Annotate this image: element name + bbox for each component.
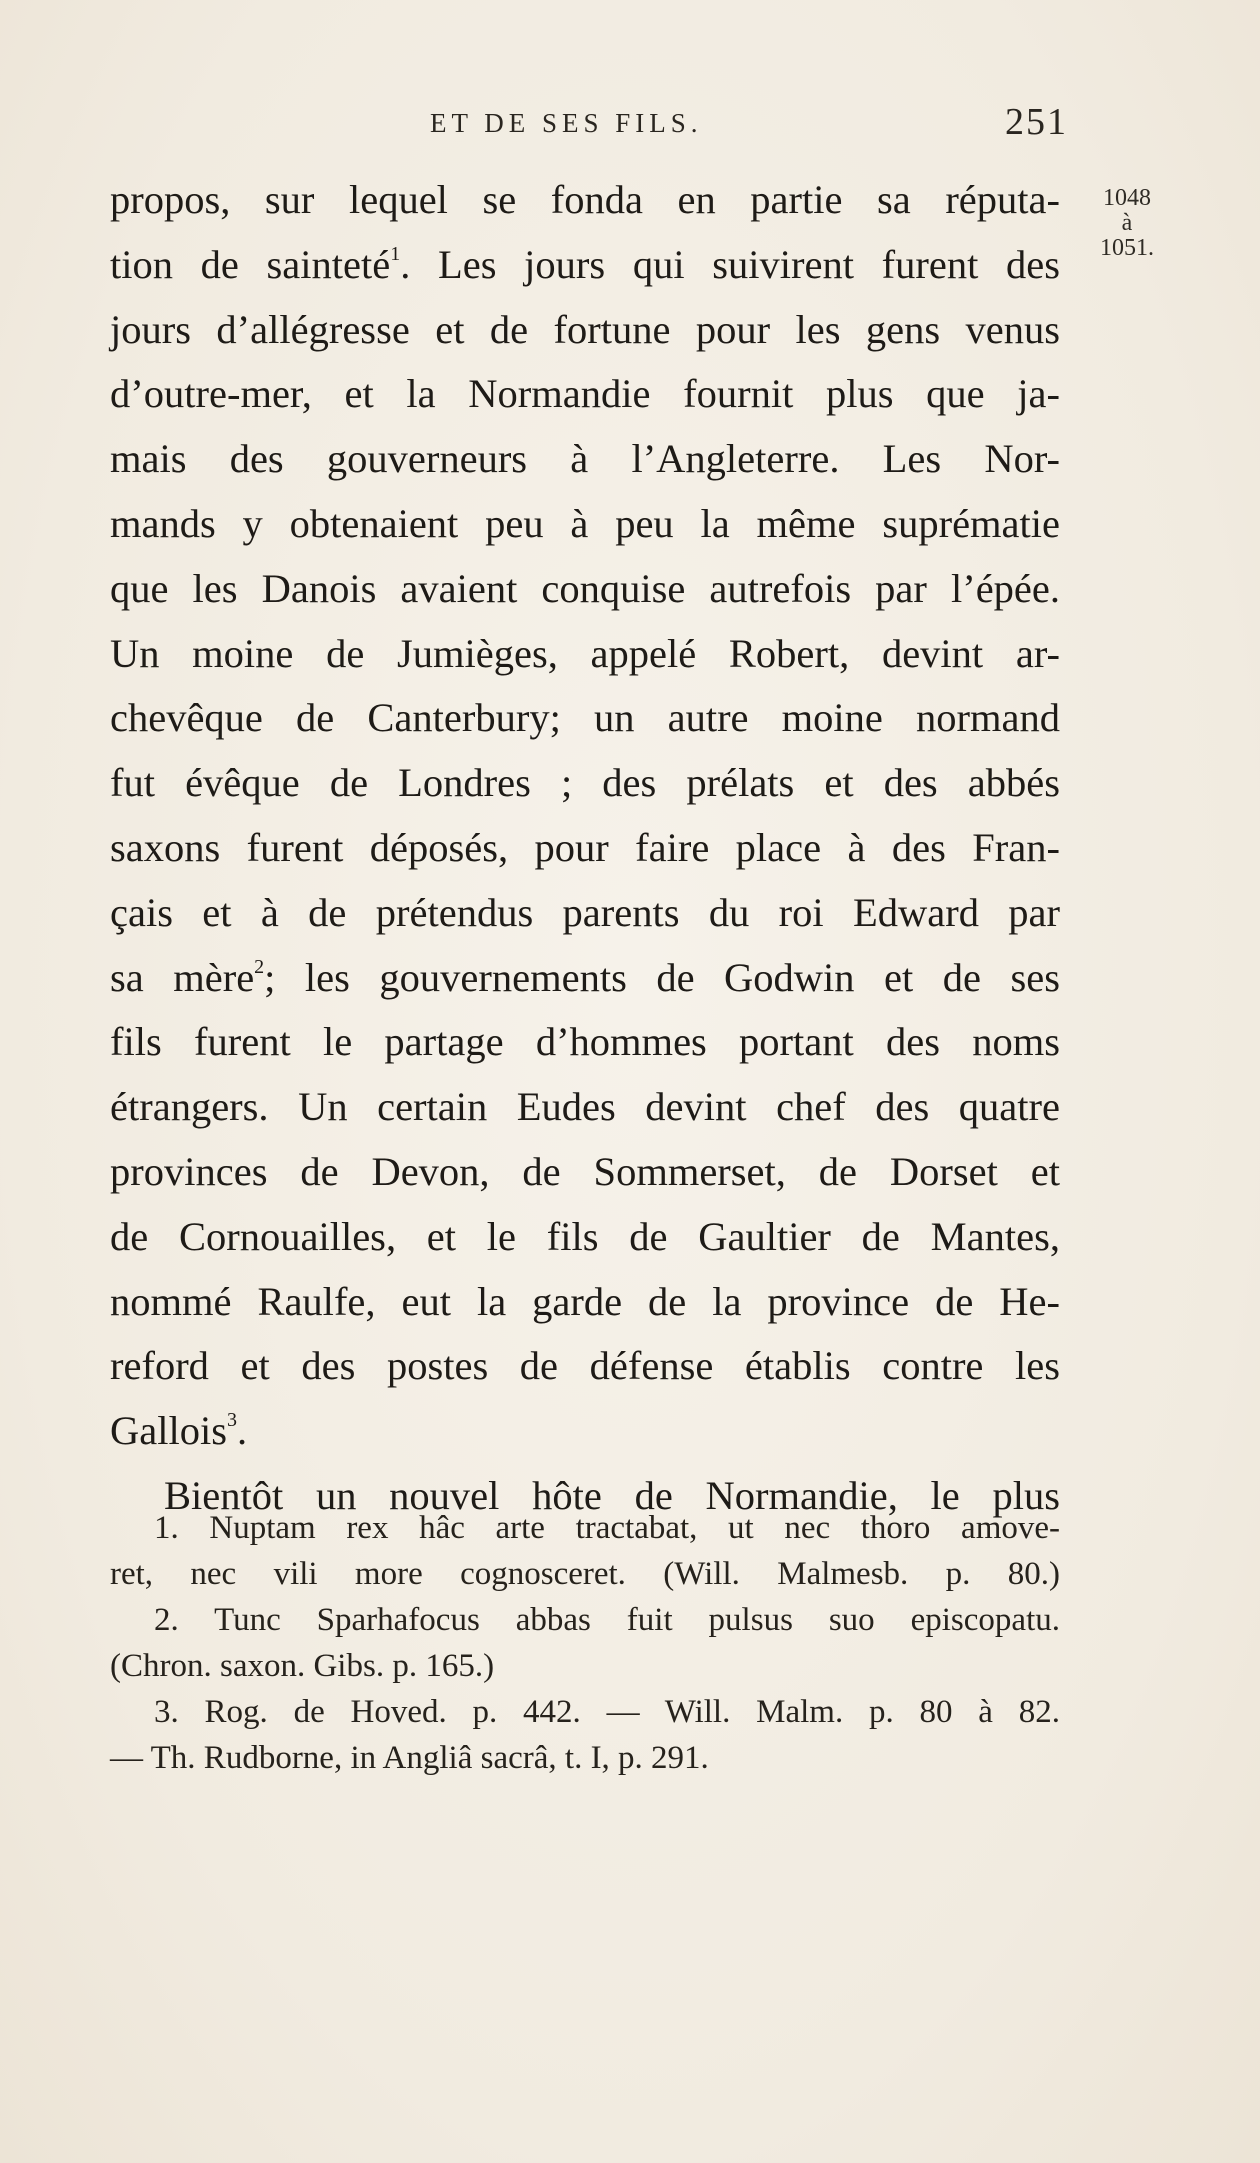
- text-line: étrangers. Un certain Eudes devint chef des quatre: [110, 1084, 1060, 1130]
- text-line: mands y obtenaient peu à peu la même suprématie: [110, 500, 1060, 546]
- text-line: nommé Raulfe, eut la garde de la province de He-: [110, 1278, 1060, 1324]
- text-line: de Cornouailles, et le fils de Gaultier de Mantes,: [110, 1213, 1060, 1259]
- footnote-line: — Th. Rudborne, in Angliâ sacrâ, t. I, p. 291.: [110, 1740, 709, 1776]
- footnote-line: 1. Nuptam rex hâc arte tractabat, ut nec thoro amove-: [154, 1510, 1060, 1546]
- text-line: d’outre-mer, et la Normandie fournit plus que ja-: [110, 371, 1060, 417]
- footnotes: [110, 1505, 1060, 1781]
- footnote-line: (Chron. saxon. Gibs. p. 165.): [110, 1648, 495, 1684]
- footnote-line: 3. Rog. de Hoved. p. 442. — Will. Malm. p. 80 à 82.: [154, 1694, 1060, 1730]
- text-line: Un moine de Jumièges, appelé Robert, devint ar-: [110, 630, 1060, 676]
- running-head: ET DE SES FILS.: [430, 108, 703, 138]
- text-line: Bientôt un nouvel hôte de Normandie, le plus: [164, 1472, 1060, 1518]
- footnote-line: 2. Tunc Sparhafocus abbas fuit pulsus suo episcopatu.: [154, 1602, 1060, 1638]
- margin-year-start: 1048: [1103, 185, 1151, 211]
- text-line: sa mère$^2$; les gouvernements de Godwin et de ses: [110, 954, 1060, 1000]
- text-line: saxons furent déposés, pour faire place à des Fran-: [110, 824, 1060, 870]
- note-ref: 3: [227, 1409, 237, 1432]
- text-line: çais et à de prétendus parents du roi Edward par: [110, 889, 1060, 935]
- page-number: 251: [1005, 101, 1068, 143]
- footnote-line: ret, nec vili more cognosceret. (Will. Malmesb. p. 80.): [110, 1556, 1060, 1592]
- text-line: fut évêque de Londres ; des prélats et des abbés: [110, 760, 1060, 806]
- text-line: mais des gouverneurs à l’Angleterre. Les Nor-: [110, 436, 1060, 482]
- text-line: reford et des postes de défense établis contre les: [110, 1343, 1060, 1389]
- text-line: provinces de Devon, de Sommerset, de Dorset et: [110, 1148, 1060, 1194]
- margin-connector: à: [1121, 210, 1133, 236]
- text-line: Gallois$^3$.: [110, 1408, 248, 1454]
- note-ref: 2: [254, 955, 265, 978]
- text-line: que les Danois avaient conquise autrefois par l’épée.: [110, 565, 1060, 611]
- text-line: tion de sainteté$^1$. Les jours qui suivirent furent des: [110, 241, 1060, 287]
- note-ref: 1: [390, 242, 401, 265]
- text-line: propos, sur lequel se fonda en partie sa réputa-: [110, 177, 1060, 222]
- text-line: chevêque de Canterbury; un autre moine normand: [110, 695, 1060, 741]
- margin-year-end: 1051.: [1100, 235, 1154, 261]
- margin-date-note: [1082, 186, 1172, 261]
- text-line: fils furent le partage d’hommes portant des noms: [110, 1019, 1060, 1065]
- body-text: [110, 168, 1060, 1529]
- text-line: jours d’allégresse et de fortune pour les gens venus: [110, 306, 1060, 352]
